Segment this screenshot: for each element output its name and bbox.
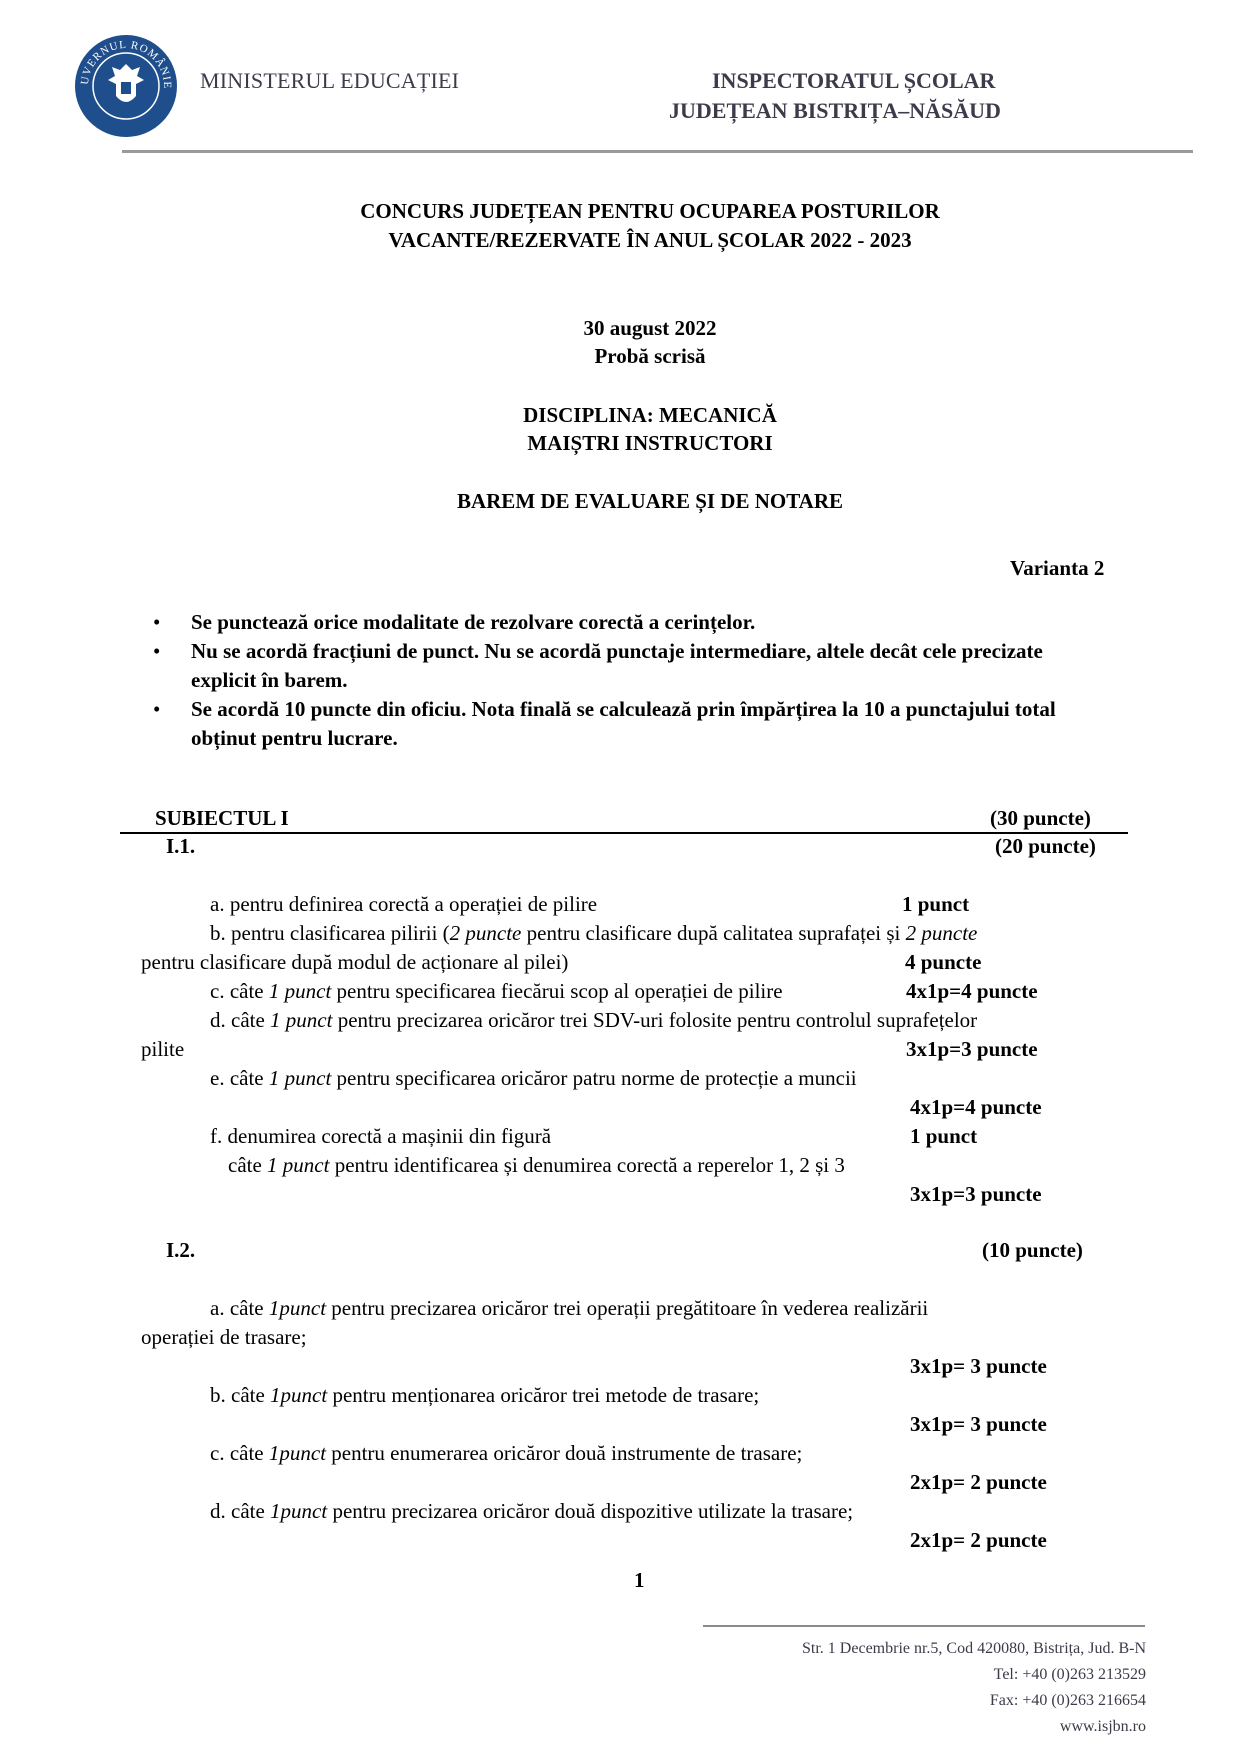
grading-rules xyxy=(145,608,1105,753)
contest-title-line1: CONCURS JUDEȚEAN PENTRU OCUPAREA POSTURILOR xyxy=(360,199,940,223)
barem-title: BAREM DE EVALUARE ȘI DE NOTARE xyxy=(456,489,844,513)
item-f2-points: 3x1p=3 puncte xyxy=(910,1182,1042,1206)
item-f-text: f. denumirea corectă a mașinii din figură xyxy=(210,1124,552,1148)
subject-points: (30 puncte) xyxy=(990,806,1091,830)
discipline: DISCIPLINA: MECANICĂ xyxy=(523,403,777,427)
item-b-text-cont: pentru clasificare după modul de acționare al pilei) xyxy=(141,950,569,974)
item2-d-points: 2x1p= 2 puncte xyxy=(910,1528,1047,1552)
variant-label: Varianta 2 xyxy=(1010,556,1105,580)
rule-item: • Se punctează orice modalitate de rezolvare corectă a cerințelor. xyxy=(145,608,1105,637)
rule-item: • Se acordă 10 puncte din oficiu. Nota finală se calculează prin împărțirea la 10 a punctajului total obținut pentru lucrare. xyxy=(145,695,1105,753)
item-a-points: 1 punct xyxy=(902,892,970,916)
item2-b-points: 3x1p= 3 puncte xyxy=(910,1412,1047,1436)
inspectorate-line2: JUDEȚEAN BISTRIȚA–NĂSĂUD xyxy=(669,98,1001,123)
item-f2-text: câte 1 punct pentru identificarea și denumirea corectă a reperelor 1, 2 și 3 xyxy=(228,1153,845,1177)
item2-c-text: c. câte 1punct pentru enumerarea oricăror două instrumente de trasare; xyxy=(210,1441,803,1465)
item2-c-points: 2x1p= 2 puncte xyxy=(910,1470,1047,1494)
header-divider xyxy=(122,150,1193,153)
item2-a-text: a. câte 1punct pentru precizarea oricăror trei operații pregătitoare în vederea realizării xyxy=(210,1296,929,1320)
footer-fax: Fax: +40 (0)263 216654 xyxy=(989,1692,1146,1709)
item2-a-points: 3x1p= 3 puncte xyxy=(910,1354,1047,1378)
exam-type: Probă scrisă xyxy=(594,344,706,368)
footer-tel: Tel: +40 (0)263 213529 xyxy=(993,1666,1146,1683)
footer-divider xyxy=(703,1625,1145,1627)
item2-b-text: b. câte 1punct pentru menționarea oricăror trei metode de trasare; xyxy=(210,1383,760,1407)
subject-title: SUBIECTUL I xyxy=(155,806,289,830)
contest-title-line2: VACANTE/REZERVATE ÎN ANUL ȘCOLAR 2022 - 2023 xyxy=(388,228,912,252)
government-logo xyxy=(74,34,178,138)
rule-item: • Nu se acordă fracțiuni de punct. Nu se acordă punctaje intermediare, altele decât cele precizate explicit în barem. xyxy=(145,637,1105,695)
item-d-points: 3x1p=3 puncte xyxy=(906,1037,1038,1061)
item-b-text: b. pentru clasificarea pilirii (2 puncte pentru clasificare după calitatea suprafaței și 2 puncte xyxy=(210,921,978,945)
item-d-text-cont: pilite xyxy=(141,1037,185,1061)
item-e-text: e. câte 1 punct pentru specificarea oricăror patru norme de protecție a muncii xyxy=(210,1066,857,1090)
footer-address: Str. 1 Decembrie nr.5, Cod 420080, Bistrița, Jud. B-N xyxy=(802,1640,1146,1657)
part2-label: I.2. xyxy=(166,1238,196,1262)
part2-points: (10 puncte) xyxy=(982,1238,1083,1262)
part1-points: (20 puncte) xyxy=(995,834,1096,858)
item-d-text: d. câte 1 punct pentru precizarea oricăror trei SDV-uri folosite pentru controlul suprafețelor xyxy=(210,1008,978,1032)
logo-text: UVERNUL ROMÂNIE xyxy=(78,38,174,90)
part1-label: I.1. xyxy=(166,834,196,858)
page-number: 1 xyxy=(634,1568,645,1592)
item-c-text: c. câte 1 punct pentru specificarea fiecărui scop al operației de pilire xyxy=(210,979,783,1003)
inspectorate-line1: INSPECTORATUL ȘCOLAR xyxy=(712,68,996,93)
item-f-points: 1 punct xyxy=(910,1124,978,1148)
item2-d-text: d. câte 1punct pentru precizarea oricăror două dispozitive utilizate la trasare; xyxy=(210,1499,854,1523)
item-b-points: 4 puncte xyxy=(905,950,982,974)
category: MAIȘTRI INSTRUCTORI xyxy=(527,431,773,455)
item-e-points: 4x1p=4 puncte xyxy=(910,1095,1042,1119)
exam-date: 30 august 2022 xyxy=(583,316,717,340)
ministry-name: MINISTERUL EDUCAȚIEI xyxy=(200,68,460,93)
item-a-text: a. pentru definirea corectă a operației de pilire xyxy=(210,892,598,916)
footer-web[interactable]: www.isjbn.ro xyxy=(1059,1718,1146,1735)
subject-underline xyxy=(120,832,1128,834)
item-c-points: 4x1p=4 puncte xyxy=(906,979,1038,1003)
item2-a-text-cont: operației de trasare; xyxy=(141,1325,307,1349)
